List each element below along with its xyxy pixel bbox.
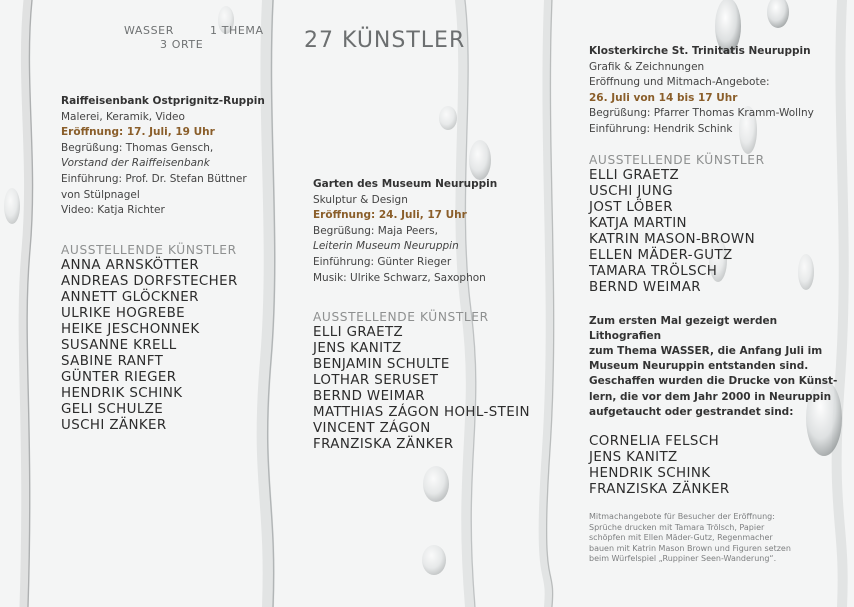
artist-name: FRANZISKA ZÄNKER bbox=[313, 437, 454, 453]
venue-media: Skulptur & Design bbox=[313, 193, 408, 206]
column-klosterkirche bbox=[589, 44, 839, 565]
artist-name: FRANZISKA ZÄNKER bbox=[589, 481, 730, 497]
artist-name: HEIKE JESCHONNEK bbox=[61, 321, 200, 337]
paragraph-line: Zum ersten Mal gezeigt werden Lithografien bbox=[589, 314, 778, 342]
opening-date: Eröffnung: 24. Juli, 17 Uhr bbox=[313, 209, 467, 222]
litho-artist-list bbox=[589, 434, 839, 498]
artist-name: SABINE RANFT bbox=[61, 353, 164, 369]
note-line: Mitmachangebote für Besucher der Eröffnung: bbox=[589, 511, 775, 521]
artist-name: TAMARA TRÖLSCH bbox=[589, 263, 718, 279]
opening-date: 26. Juli von 14 bis 17 Uhr bbox=[589, 91, 738, 104]
welcome-line: Begrüßung: Maja Peers, bbox=[313, 224, 438, 237]
artist-name: GELI SCHULZE bbox=[61, 401, 164, 417]
paragraph-line: Museum Neuruppin entstanden sind. bbox=[589, 360, 809, 373]
artist-name: ELLI GRAETZ bbox=[313, 325, 404, 341]
artist-list bbox=[313, 325, 543, 453]
event-line: Eröffnung und Mitmach-Angebote: bbox=[589, 76, 770, 89]
column-museum-garden bbox=[313, 177, 543, 453]
note-line: schöpfen mit Ellen Mäder-Gutz, Regenmacher bbox=[589, 533, 773, 543]
artist-name: HENDRIK SCHINK bbox=[589, 465, 711, 481]
artist-name: USCHI ZÄNKER bbox=[61, 417, 167, 433]
workshop-note bbox=[589, 512, 839, 565]
paragraph-line: Geschaffen wurden die Drucke von Künst- bbox=[589, 375, 838, 388]
brand-thema: 1 THEMA bbox=[210, 24, 264, 37]
artist-name: JOST LÖBER bbox=[589, 199, 673, 215]
venue-media: Malerei, Keramik, Video bbox=[61, 110, 185, 123]
artist-name: HENDRIK SCHINK bbox=[61, 385, 183, 401]
opening-date: Eröffnung: 17. Juli, 19 Uhr bbox=[61, 126, 215, 139]
page-title: 27 KÜNSTLER bbox=[304, 28, 466, 53]
artists-heading: AUSSTELLENDE KÜNSTLER bbox=[589, 152, 765, 167]
venue-name: Klosterkirche St. Trinitatis Neuruppin bbox=[589, 45, 811, 57]
welcome-role: Vorstand der Raiffeisenbank bbox=[61, 157, 210, 170]
artist-name: KATJA MARTIN bbox=[589, 215, 687, 231]
paragraph-line: aufgetaucht oder gestrandet sind: bbox=[589, 405, 794, 418]
artists-heading: AUSSTELLENDE KÜNSTLER bbox=[313, 310, 489, 325]
artist-name: KATRIN MASON-BROWN bbox=[589, 231, 755, 247]
venue-name: Raiffeisenbank Ostprignitz-Ruppin bbox=[61, 95, 265, 107]
artist-name: ANNETT GLÖCKNER bbox=[61, 289, 199, 305]
paragraph-line: zum Thema WASSER, die Anfang Juli im bbox=[589, 344, 823, 357]
artist-list bbox=[589, 168, 839, 296]
artist-name: ELLI GRAETZ bbox=[589, 167, 680, 183]
artist-name: BENJAMIN SCHULTE bbox=[313, 357, 450, 373]
artist-name: LOTHAR SERUSET bbox=[313, 373, 439, 389]
column-raiffeisenbank bbox=[61, 94, 265, 434]
artist-name: JENS KANITZ bbox=[313, 341, 402, 357]
intro-line-cont: von Stülpnagel bbox=[61, 188, 140, 201]
artist-name: ANNA ARNSKÖTTER bbox=[61, 257, 200, 273]
artists-heading: AUSSTELLENDE KÜNSTLER bbox=[61, 242, 237, 257]
note-line: beim Würfelspiel „Ruppiner Seen-Wanderung“. bbox=[589, 554, 777, 564]
venue-name: Garten des Museum Neuruppin bbox=[313, 178, 498, 190]
welcome-line: Begrüßung: Pfarrer Thomas Kramm-Wollny bbox=[589, 107, 814, 120]
artist-name: CORNELIA FELSCH bbox=[589, 433, 720, 449]
artist-name: ULRIKE HOGREBE bbox=[61, 305, 186, 321]
artist-name: ELLEN MÄDER-GUTZ bbox=[589, 247, 733, 263]
intro-line: Einführung: Prof. Dr. Stefan Büttner bbox=[61, 172, 247, 185]
brand-orte: 3 ORTE bbox=[160, 38, 204, 51]
music-line: Musik: Ulrike Schwarz, Saxophon bbox=[313, 271, 486, 284]
artist-name: USCHI JUNG bbox=[589, 183, 674, 199]
intro-line: Einführung: Hendrik Schink bbox=[589, 122, 733, 135]
artist-name: GÜNTER RIEGER bbox=[61, 369, 177, 385]
welcome-line: Begrüßung: Thomas Gensch, bbox=[61, 141, 214, 154]
lithography-paragraph bbox=[589, 314, 839, 420]
welcome-role: Leiterin Museum Neuruppin bbox=[313, 240, 459, 253]
artist-name: ANDREAS DORFSTECHER bbox=[61, 273, 238, 289]
note-line: bauen mit Katrin Mason Brown und Figuren setzen bbox=[589, 543, 791, 553]
video-line: Video: Katja Richter bbox=[61, 204, 165, 217]
artist-name: JENS KANITZ bbox=[589, 449, 678, 465]
artist-name: VINCENT ZÁGON bbox=[313, 421, 431, 437]
intro-line: Einführung: Günter Rieger bbox=[313, 255, 452, 268]
artist-list bbox=[61, 258, 261, 434]
artist-name: BERND WEIMAR bbox=[313, 389, 426, 405]
paragraph-line: lern, die vor dem Jahr 2000 in Neuruppin bbox=[589, 390, 832, 403]
artist-name: SUSANNE KRELL bbox=[61, 337, 177, 353]
venue-media: Grafik & Zeichnungen bbox=[589, 60, 705, 73]
artist-name: BERND WEIMAR bbox=[589, 279, 702, 295]
note-line: Sprüche drucken mit Tamara Trölsch, Papier bbox=[589, 522, 765, 532]
brand-wasser: WASSER bbox=[124, 24, 174, 37]
artist-name: MATTHIAS ZÁGON HOHL-STEIN bbox=[313, 405, 530, 421]
